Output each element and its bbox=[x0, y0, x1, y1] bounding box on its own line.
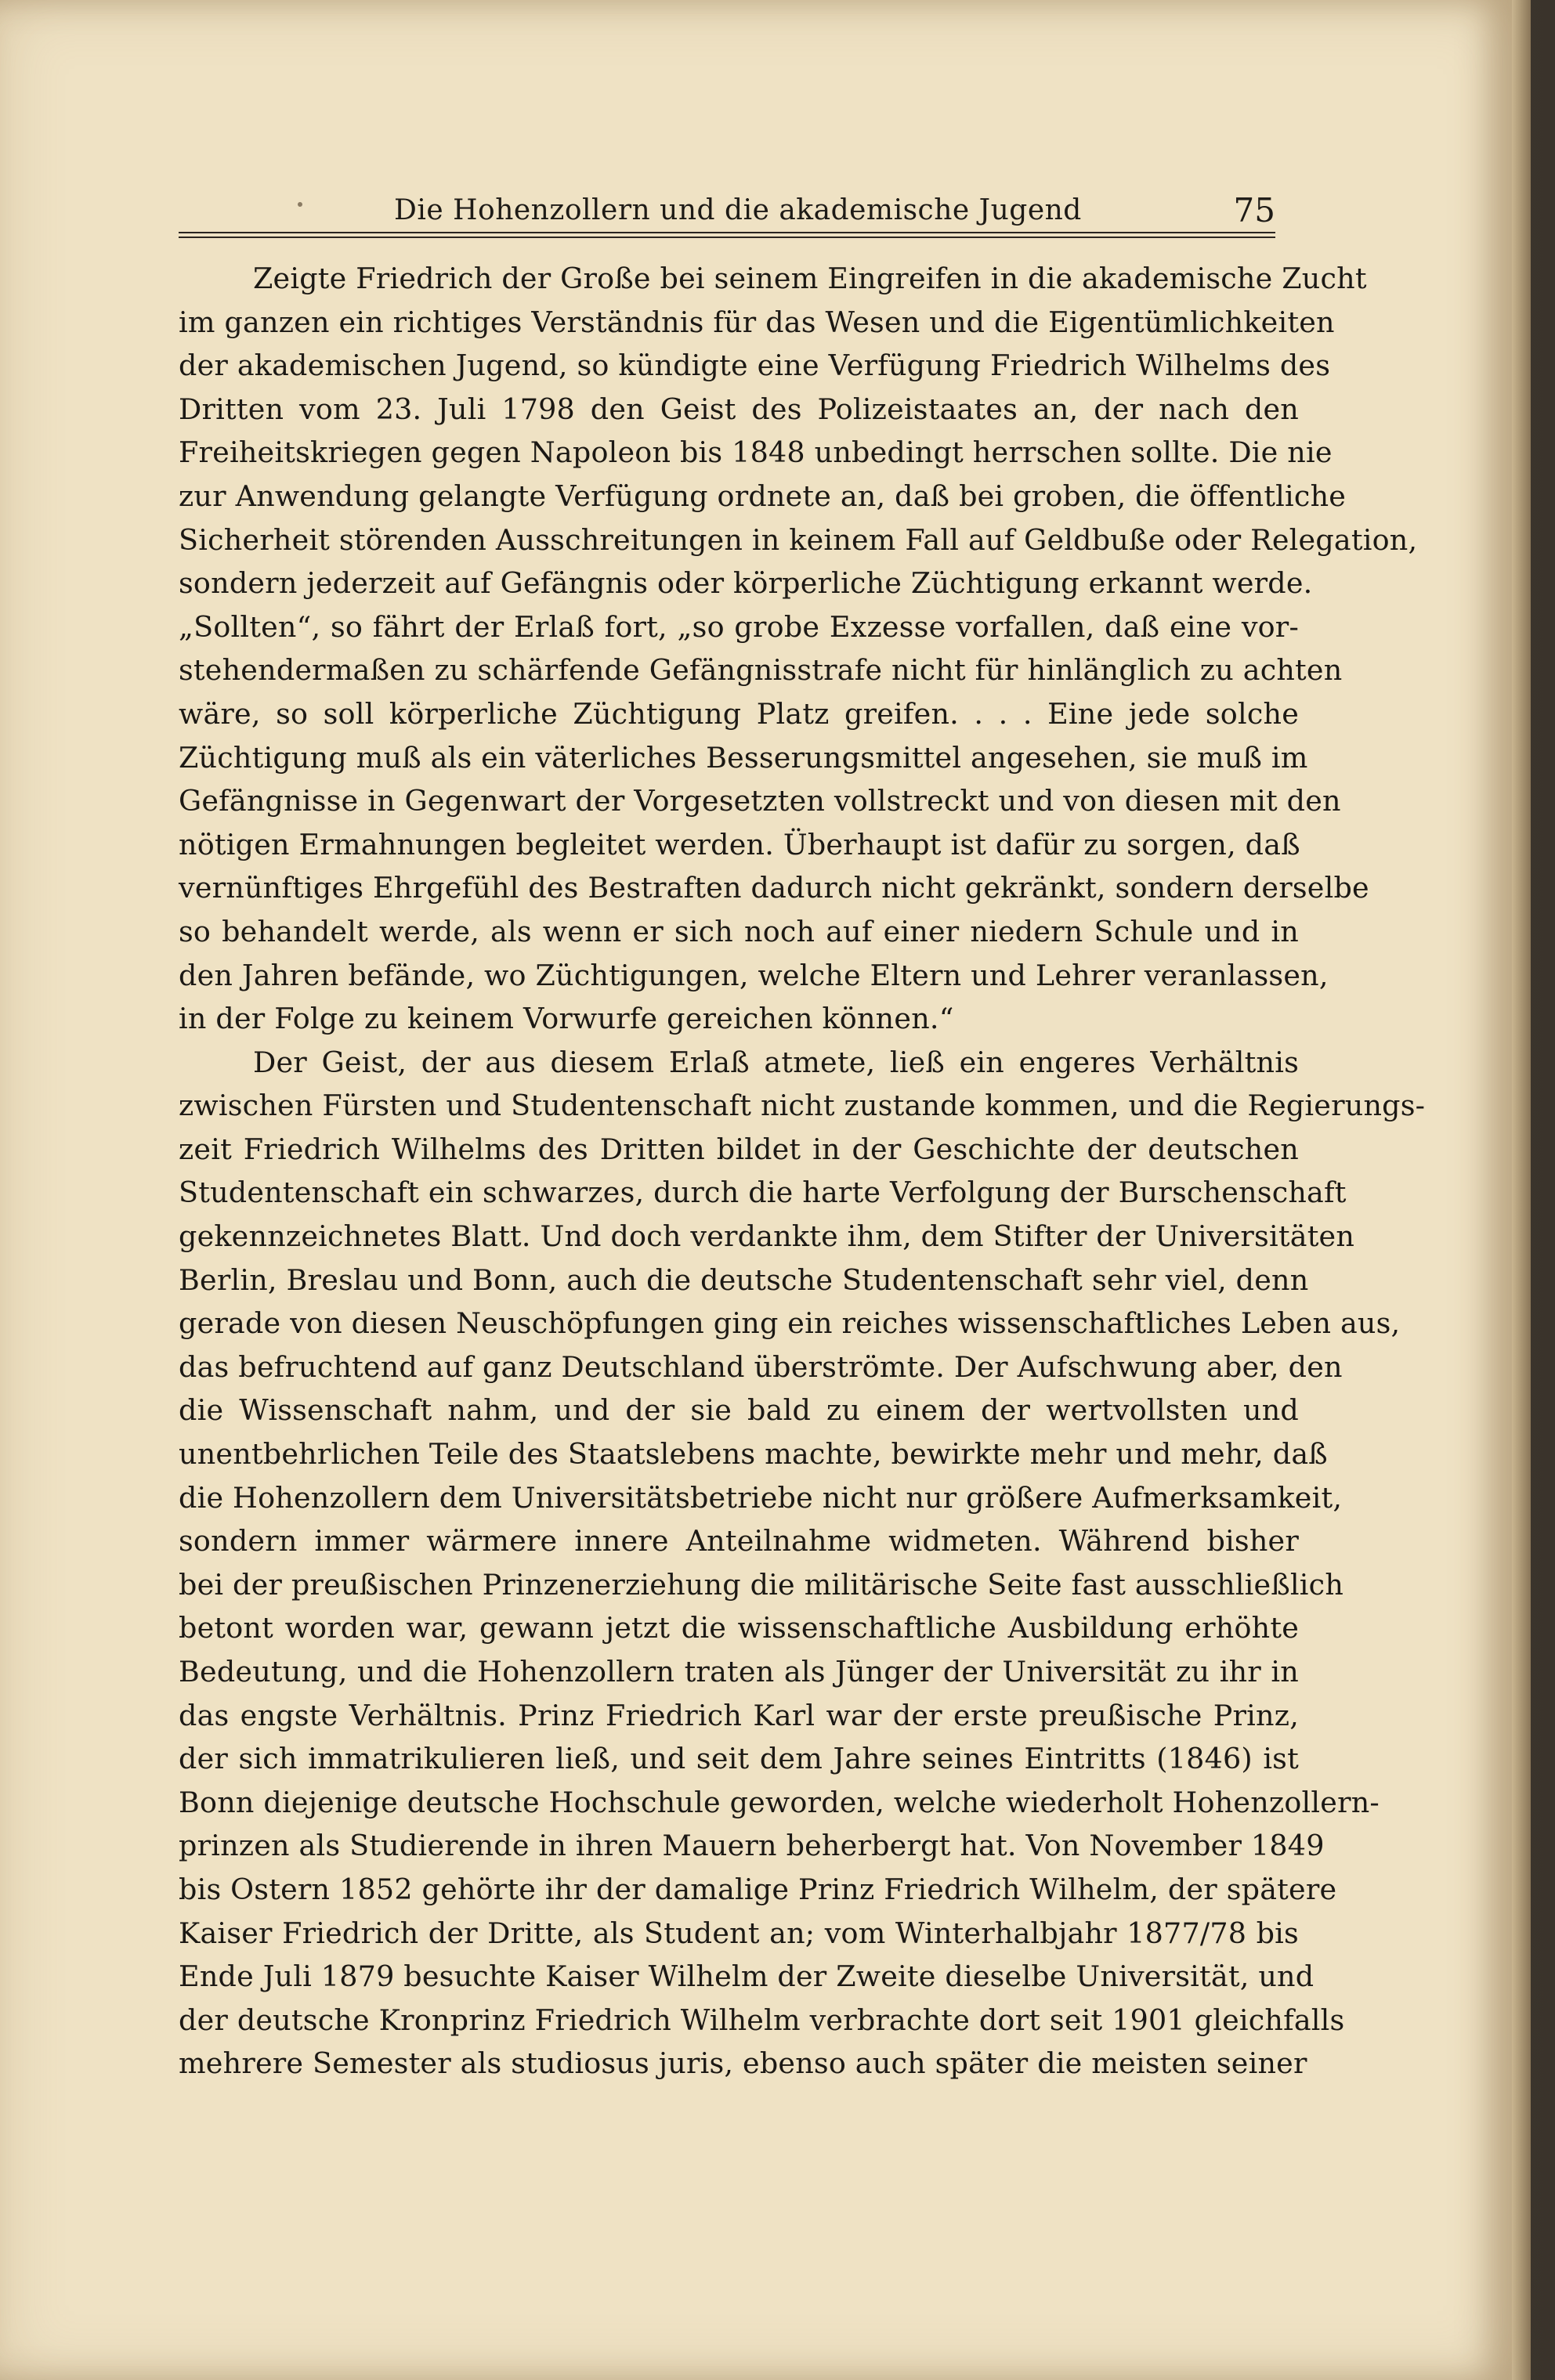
text-line: der deutsche Kronprinz Friedrich Wilhelm verbrachte dort seit 1901 gleichfalls bbox=[179, 2003, 1345, 2037]
text-line: stehendermaßen zu schärfende Gefängnisstrafe nicht für hinlänglich zu achten bbox=[179, 653, 1343, 688]
text-line: zur Anwendung gelangte Verfügung ordnete an, daß bei groben, die öffentliche bbox=[179, 479, 1347, 513]
text-line: die Hohenzollern dem Universitätsbetriebe nicht nur größere Aufmerksamkeit, bbox=[179, 1480, 1343, 1515]
text-line: mehrere Semester als studiosus juris, ebenso auch später die meisten seiner bbox=[179, 2046, 1307, 2081]
text-line: „Sollten“, so fährt der Erlaß fort, „so grobe Exzesse vorfallen, daß eine vor- bbox=[179, 609, 1299, 644]
text-line: in der Folge zu keinem Vorwurfe gereichen können.“ bbox=[179, 1002, 954, 1036]
text-line: Zeigte Friedrich der Große bei seinem Eingreifen in die akademische Zucht bbox=[253, 262, 1367, 295]
text-line: Studentenschaft ein schwarzes, durch die harte Verfolgung der Burschenschaft bbox=[179, 1176, 1347, 1210]
text-line: das befruchtend auf ganz Deutschland überströmte. Der Aufschwung aber, den bbox=[179, 1349, 1343, 1384]
text-line: Bonn diejenige deutsche Hochschule geworden, welche wiederholt Hohenzollern- bbox=[179, 1785, 1380, 1819]
text-line: Freiheitskriegen gegen Napoleon bis 1848 unbedingt herrschen sollte. Die nie bbox=[179, 435, 1333, 470]
text-line: so behandelt werde, als wenn er sich noch auf einer niedern Schule und in bbox=[179, 914, 1299, 948]
text-line: der sich immatrikulieren ließ, und seit dem Jahre seines Eintritts (1846) ist bbox=[179, 1742, 1299, 1776]
text-line: sondern immer wärmere innere Anteilnahme widmeten. Während bisher bbox=[179, 1524, 1299, 1558]
text-line: sondern jederzeit auf Gefängnis oder körperliche Züchtigung erkannt werde. bbox=[179, 566, 1313, 601]
text-line: bei der preußischen Prinzenerziehung die militärische Seite fast ausschließlich bbox=[179, 1567, 1344, 1602]
text-line: im ganzen ein richtiges Verständnis für das Wesen und die Eigentümlichkeiten bbox=[179, 305, 1335, 339]
text-line: den Jahren befände, wo Züchtigungen, welche Eltern und Lehrer veranlassen, bbox=[179, 958, 1329, 992]
text-line: prinzen als Studierende in ihren Mauern beherbergt hat. Von November 1849 bbox=[179, 1829, 1325, 1863]
text-line: zeit Friedrich Wilhelms des Dritten bildet in der Geschichte der deutschen bbox=[179, 1132, 1299, 1166]
text-line: Bedeutung, und die Hohenzollern traten als Jünger der Universität zu ihr in bbox=[179, 1655, 1299, 1688]
text-line: die Wissenschaft nahm, und der sie bald zu einem der wertvollsten und bbox=[179, 1393, 1299, 1428]
text-line: Kaiser Friedrich der Dritte, als Student an; vom Winterhalbjahr 1877/78 bis bbox=[179, 1916, 1299, 1950]
text-line: Berlin, Breslau und Bonn, auch die deutsche Studentenschaft sehr viel, denn bbox=[179, 1262, 1309, 1297]
text-line: der akademischen Jugend, so kündigte eine Verfügung Friedrich Wilhelms des bbox=[179, 349, 1331, 383]
text-line: vernünftiges Ehrgefühl des Bestraften dadurch nicht gekränkt, sondern derselbe bbox=[179, 871, 1369, 905]
text-line: Ende Juli 1879 besuchte Kaiser Wilhelm der Zweite dieselbe Universität, und bbox=[179, 1959, 1315, 1994]
body-text bbox=[179, 257, 1426, 2086]
text-line: bis Ostern 1852 gehörte ihr der damalige Prinz Friedrich Wilhelm, der spätere bbox=[179, 1872, 1337, 1906]
header-rule bbox=[179, 232, 1275, 233]
page-number: 75 bbox=[1233, 191, 1275, 229]
text-line: das engste Verhältnis. Prinz Friedrich Karl war der erste preußische Prinz, bbox=[179, 1698, 1299, 1732]
text-line: Dritten vom 23. Juli 1798 den Geist des Polizeistaates an, der nach den bbox=[179, 392, 1299, 426]
text-line: gekennzeichnetes Blatt. Und doch verdankte ihm, dem Stifter der Universitäten bbox=[179, 1219, 1355, 1254]
text-line: betont worden war, gewann jetzt die wissenschaftliche Ausbildung erhöhte bbox=[179, 1611, 1299, 1645]
text-line: nötigen Ermahnungen begleitet werden. Überhaupt ist dafür zu sorgen, daß bbox=[179, 827, 1300, 861]
text-line: unentbehrlichen Teile des Staatslebens machte, bewirkte mehr und mehr, daß bbox=[179, 1437, 1328, 1472]
page-header bbox=[179, 188, 1275, 233]
running-head: Die Hohenzollern und die akademische Jugend bbox=[394, 194, 1082, 226]
text-line: Züchtigung muß als ein väterliches Besserungsmittel angesehen, sie muß im bbox=[179, 740, 1308, 775]
text-line: wäre, so soll körperliche Züchtigung Platz greifen. . . . Eine jede solche bbox=[179, 696, 1299, 731]
text-line: zwischen Fürsten und Studentenschaft nicht zustande kommen, und die Regierungs- bbox=[179, 1089, 1426, 1123]
page-edge bbox=[1512, 0, 1531, 2380]
text-line: Der Geist, der aus diesem Erlaß atmete, ließ ein engeres Verhältnis bbox=[253, 1045, 1299, 1079]
text-line: Gefängnisse in Gegenwart der Vorgesetzten vollstreckt und von diesen mit den bbox=[179, 784, 1341, 818]
text-line: Sicherheit störenden Ausschreitungen in keinem Fall auf Geldbuße oder Relegation, bbox=[179, 522, 1418, 557]
text-line: gerade von diesen Neuschöpfungen ging ein reiches wissenschaftliches Leben aus, bbox=[179, 1306, 1401, 1341]
header-rule bbox=[179, 237, 1275, 238]
